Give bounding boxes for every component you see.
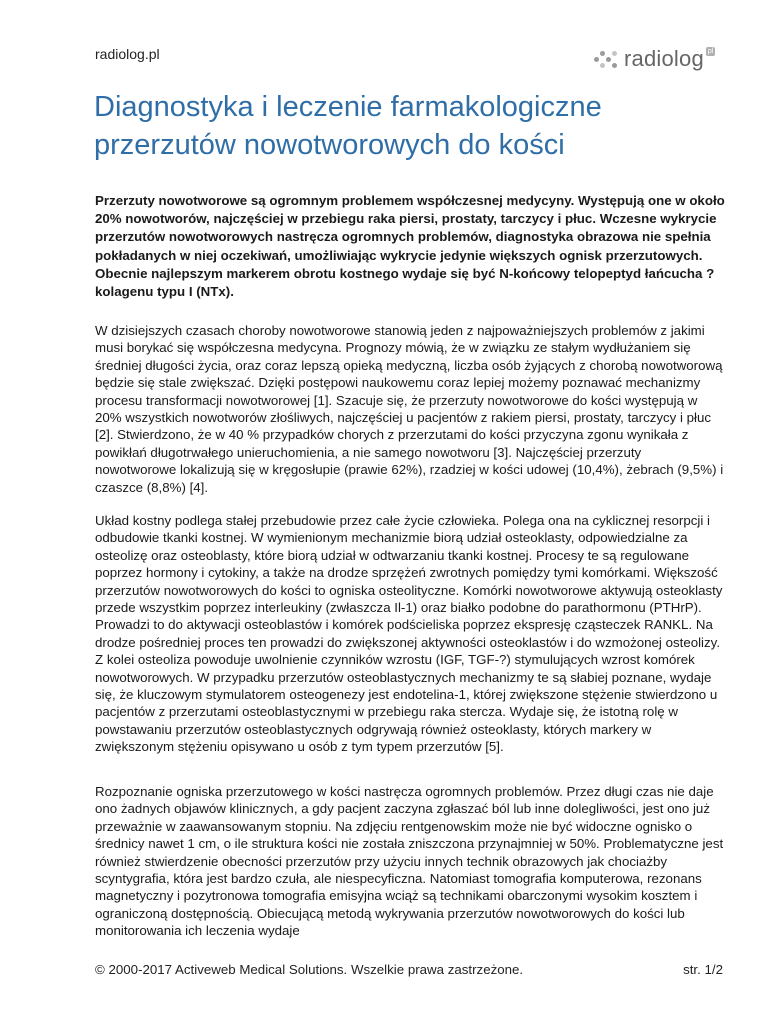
- logo-text: radiolog: [624, 46, 704, 71]
- article-lead: Przerzuty nowotworowe są ogromnym problemem współczesnej medycyny. Występują one w około 20% nowotworów, najczęściej w przebiegu raka piersi, prostaty, tarczycy i płuc. Wczesne wykrycie przerzutów nowotworowych nastręcza ogromnych problemów, diagnostyka obrazowa nie spełnia pokładanych w niej oczekiwań, umożliwiając wykrycie jedynie większych ognisk przerzutowych. Obecnie najlepszym markerem obrotu kostnego wydaje się być N-końcowy telopeptyd łańcucha ? kolagenu typu I (NTx).: [95, 193, 725, 300]
- radiolog-logo: [594, 45, 715, 73]
- site-name: radiolog.pl: [95, 46, 160, 62]
- logo-dots-icon: [594, 49, 620, 69]
- paragraph-1: W dzisiejszych czasach choroby nowotworowe stanowią jeden z najpoważniejszych problemów z jakimi musi borykać się współczesna medycyna. Prognozy mówią, że w związku ze stałym wydłużaniem się średniej długości życia, oraz coraz lepszą opieką medyczną, liczba osób żyjących z chorobą nowotworową będzie się stale zwiększać. Dzięki postępowi naukowemu coraz lepiej możemy poznawać mechanizmy procesu transformacji nowotworowej [1]. Szacuje się, że przerzuty nowotworowe do kości występują w 20% wszystkich nowotworów złośliwych, najczęściej u pacjentów z rakiem piersi, prostaty, tarczycy i płuc [2]. Stwierdzono, że w 40 % przypadków chorych z przerzutami do kości przyczyna zgonu wynikała z powikłań długotrwałego unieruchomienia, a nie samego nowotworu [3]. Najczęściej przerzuty nowotworowe lokalizują się w kręgosłupie (prawie 62%), rzadziej w kości udowej (10,4%), żebrach (9,5%) i czaszce (8,8%) [4].: [95, 323, 724, 495]
- footer-copyright: © 2000-2017 Activeweb Medical Solutions. Wszelkie prawa zastrzeżone.: [95, 962, 524, 977]
- logo-badge: pl: [707, 47, 714, 55]
- page-number: str. 1/2: [683, 962, 723, 977]
- paragraph-2: Układ kostny podlega stałej przebudowie przez całe życie człowieka. Polega ona na cyklicznej resorpcji i odbudowie tkanki kostnej. W wymienionym mechanizmie biorą udział osteoklasty, odpowiedzialne za osteolizę oraz osteoblasty, które biorą udział w odtwarzaniu tkanki kostnej. Procesy te są regulowane poprzez hormony i cytokiny, a także na drodze sprzężeń zwrotnych pomiędzy tymi komórkami. Większość przerzutów nowotworowych do kości to ogniska osteolityczne. Komórki nowotworowe aktywują osteoklasty przede wszystkim poprzez interleukiny (zwłaszcza Il-1) oraz białko podobne do parathormonu (PTHrP). Prowadzi to do aktywacji osteoblastów i komórek podścieliska poprzez ekspresję cząsteczek RANKL. Na drodze pośredniej proces ten prowadzi do zwiększonej aktywności osteoklastów i do wzmożonej osteolizy. Z kolei osteoliza powoduje uwolnienie czynników wzrostu (IGF, TGF-?) stymulujących wzrost komórek nowotworowych. W przypadku przerzutów osteoblastycznych mechanizmy te są słabiej poznane, wydaje się, że kluczowym stymulatorem osteogenezy jest endotelina-1, której zwiększone stężenie stwierdzono u pacjentów z przerzutami osteoblastycznymi w przebiegu raka stercza. Wydaje się, że istotną rolę w powstawaniu przerzutów osteoblastycznych odgrywają również osteoklasty, których markery w zwiększonym stężeniu opisywano u osób z tym typem przerzutów [5].: [95, 513, 723, 755]
- page-title: Diagnostyka i leczenie farmakologiczne przerzutów nowotworowych do kości: [94, 91, 602, 161]
- paragraph-3: Rozpoznanie ogniska przerzutowego w kości nastręcza ogromnych problemów. Przez długi czas nie daje ono żadnych objawów klinicznych, a gdy pacjent zaczyna zgłaszać ból lub inne dolegliwości, jest ono już przeważnie w zaawansowanym stopniu. Na zdjęciu rentgenowskim może nie być widoczne ognisko o średnicy nawet 1 cm, o ile struktura kości nie została zniszczona przynajmniej w 50%. Problematyczne jest również stwierdzenie obecności przerzutów przy użyciu innych technik obrazowych jak chociażby scyntygrafia, która jest bardzo czuła, ale niespecyficzna. Natomiast tomografia komputerowa, rezonans magnetyczny i pozytronowa tomografia emisyjna wciąż są technikami obarczonymi wysokim kosztem i ograniczoną dostępnością. Obiecującą metodą wykrywania przerzutów nowotworowych do kości lub monitorowania ich leczenia wydaje: [95, 784, 724, 939]
